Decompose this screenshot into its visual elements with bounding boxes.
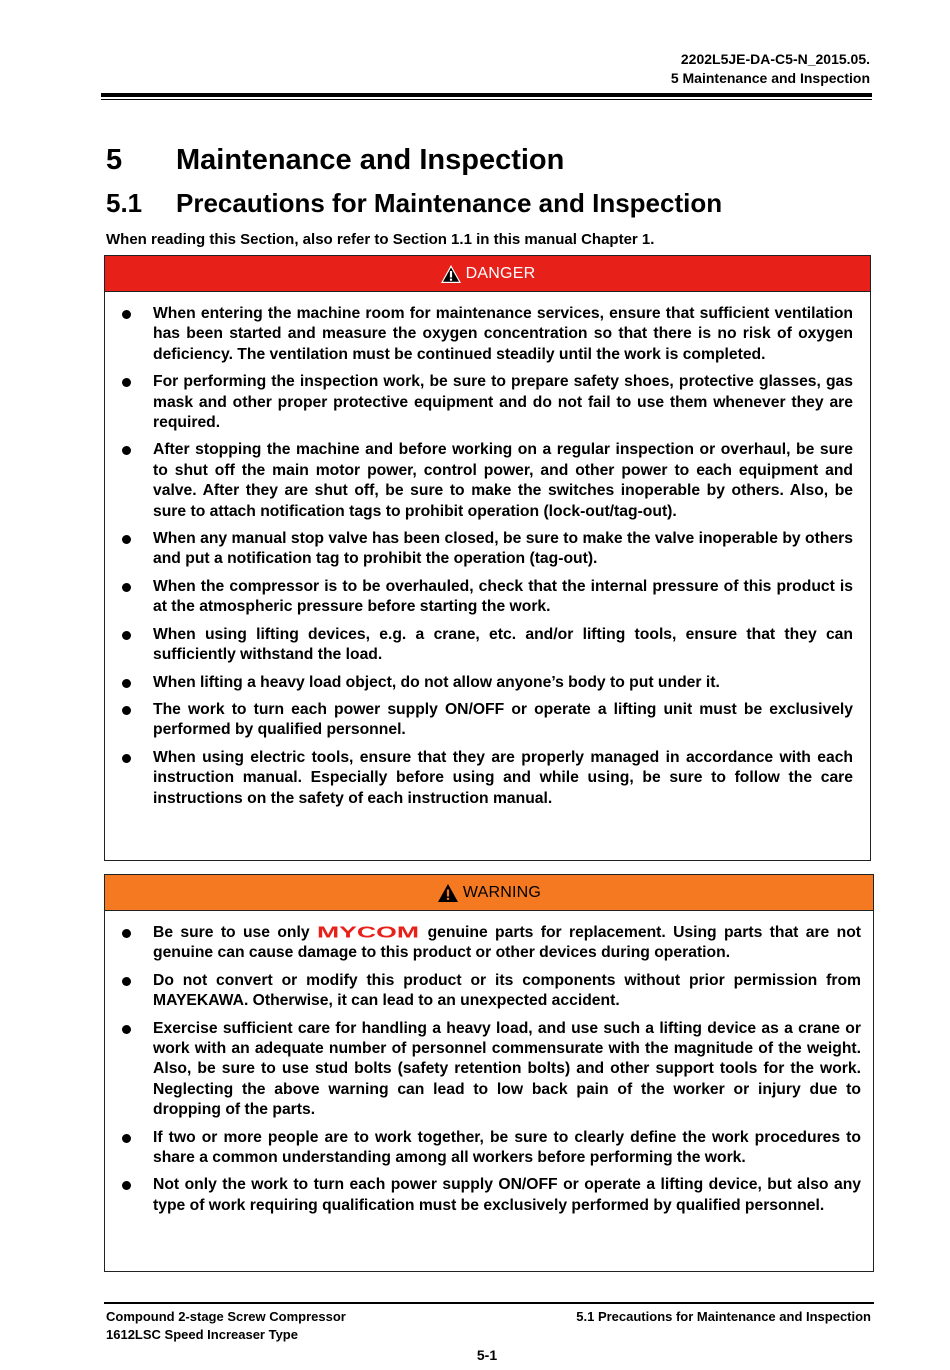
danger-item-1 (105, 304, 853, 365)
warning-item-text: Not only the work to turn each power supply ON/OFF or operate a lifting device, but also any type of work requiring qualification must be exclusively performed by qualified personnel. (153, 1176, 861, 1214)
danger-item-text: When using lifting devices, e.g. a crane, etc. and/or lifting tools, ensure that they can sufficiently withstand the load. (153, 625, 853, 664)
danger-item-text: When the compressor is to be overhauled, check that the internal pressure of this product is at the atmospheric pressure before starting the work. (153, 577, 853, 616)
warning-item-2 (105, 971, 861, 1012)
page-number: 5-1 (476, 1347, 498, 1363)
header-rule-thin (101, 99, 872, 100)
warning-item-1 (105, 923, 861, 964)
bullet-dot-icon (122, 446, 131, 455)
warning-exclamation-triangle-icon (437, 883, 459, 903)
warning-item-5 (105, 1175, 861, 1216)
danger-item-text: When entering the machine room for maintenance services, ensure that sufficient ventilation has been started and measure the oxygen concentration so that there is no risk of oxygen deficiency. The ventilation must be continued steadily until the work is completed. (153, 305, 853, 363)
warning-item-3 (105, 1019, 861, 1121)
mycom-brand-logo (316, 924, 420, 939)
danger-item-text: The work to turn each power supply ON/OFF or operate a lifting unit must be exclusively performed by qualified personnel. (153, 700, 853, 739)
danger-item-text: For performing the inspection work, be sure to prepare safety shoes, protective glasses, gas mask and other proper protective equipment and do not fail to use them whenever they are required. (153, 373, 853, 432)
header-rule (101, 93, 872, 97)
bullet-dot-icon (122, 754, 131, 763)
danger-header (105, 256, 870, 292)
bullet-dot-icon (122, 929, 131, 938)
danger-box (104, 255, 871, 861)
danger-item-text: When any manual stop valve has been closed, be sure to make the valve inoperable by others and put a notification tag to prohibit the operation (tag-out). (153, 530, 853, 568)
danger-list (105, 292, 870, 809)
danger-item-8 (105, 700, 853, 741)
section-heading (106, 186, 722, 220)
bullet-dot-icon (122, 310, 131, 319)
warning-label: WARNING (462, 883, 542, 901)
bullet-dot-icon (122, 583, 131, 592)
document-code: 2202L5JE-DA-C5-N_2015.05. (680, 51, 870, 67)
danger-item-7 (105, 673, 853, 693)
danger-item-5 (105, 577, 853, 618)
danger-item-6 (105, 625, 853, 666)
warning-signal-word (437, 883, 541, 903)
danger-item-text: After stopping the machine and before working on a regular inspection or overhaul, be sure to shut off the main motor power, control power, and other power to each equipment and valve. After they are shut off, be sure to make the switches inoperable by others. Also, be sure to attach notification tags to prohibit operation (lock-out/tag-out). (153, 441, 853, 520)
danger-item-2 (105, 372, 853, 433)
footer-product-line-1: Compound 2-stage Screw Compressor (106, 1309, 346, 1324)
danger-item-text: When using electric tools, ensure that they are properly managed in accordance with each instruction manual. Especially before using and while using, be sure to follow the care instructions on the safety of each instruction manual. (153, 748, 853, 807)
warning-item-text-after-logo: genuine parts for replacement. Using parts that are not genuine can cause damage to this product or other devices during operation. (153, 924, 861, 962)
danger-item-3 (105, 440, 853, 522)
danger-item-9 (105, 748, 853, 809)
warning-header (105, 875, 873, 911)
section-title: Precautions for Maintenance and Inspection (176, 188, 723, 218)
footer-product-line-2: 1612LSC Speed Increaser Type (106, 1327, 298, 1342)
bullet-dot-icon (122, 977, 131, 986)
footer-rule (104, 1302, 874, 1304)
danger-item-4 (105, 529, 853, 570)
bullet-dot-icon (122, 631, 131, 640)
chapter-number: 5 (106, 144, 123, 176)
footer-section-title: 5.1 Precautions for Maintenance and Inspection (576, 1309, 871, 1324)
bullet-dot-icon (122, 1134, 131, 1143)
bullet-dot-icon (122, 378, 131, 387)
warning-item-text-before-logo: Be sure to use only (153, 924, 310, 941)
warning-list (105, 911, 873, 1216)
warning-item-4 (105, 1128, 861, 1169)
chapter-title: Maintenance and Inspection (176, 144, 565, 176)
danger-signal-word (440, 264, 536, 284)
header-section-title: 5 Maintenance and Inspection (670, 70, 870, 86)
warning-box (104, 874, 874, 1272)
danger-exclamation-triangle-icon (440, 264, 462, 284)
bullet-dot-icon (122, 535, 131, 544)
warning-item-text: If two or more people are to work together, be sure to clearly define the work procedures to share a common understanding among all workers before performing the work. (153, 1128, 861, 1167)
intro-note: When reading this Section, also refer to Section 1.1 in this manual Chapter 1. (106, 231, 655, 248)
warning-item-text: Do not convert or modify this product or its components without prior permission from MAYEKAWA. Otherwise, it can lead to an unexpected accident. (153, 971, 861, 1010)
warning-item-text: Exercise sufficient care for handling a heavy load, and use such a lifting device as a crane or work with an adequate number of personnel commensurate with the magnitude of the weight. Also, be sure to use stud bolts (safety retention bolts) and other support tools for the work. Neglecting the above warning can lead to low back pain of the worker or injury due to dropping of the parts. (153, 1019, 861, 1119)
danger-item-text: When lifting a heavy load object, do not allow anyone’s body to put under it. (153, 673, 720, 691)
bullet-dot-icon (122, 1181, 131, 1190)
bullet-dot-icon (122, 706, 131, 715)
bullet-dot-icon (122, 1025, 131, 1034)
chapter-heading (106, 142, 564, 178)
bullet-dot-icon (122, 679, 131, 688)
mycom-logo-text: MYCOM (316, 924, 419, 939)
section-number: 5.1 (106, 188, 143, 218)
danger-label: DANGER (465, 264, 536, 282)
